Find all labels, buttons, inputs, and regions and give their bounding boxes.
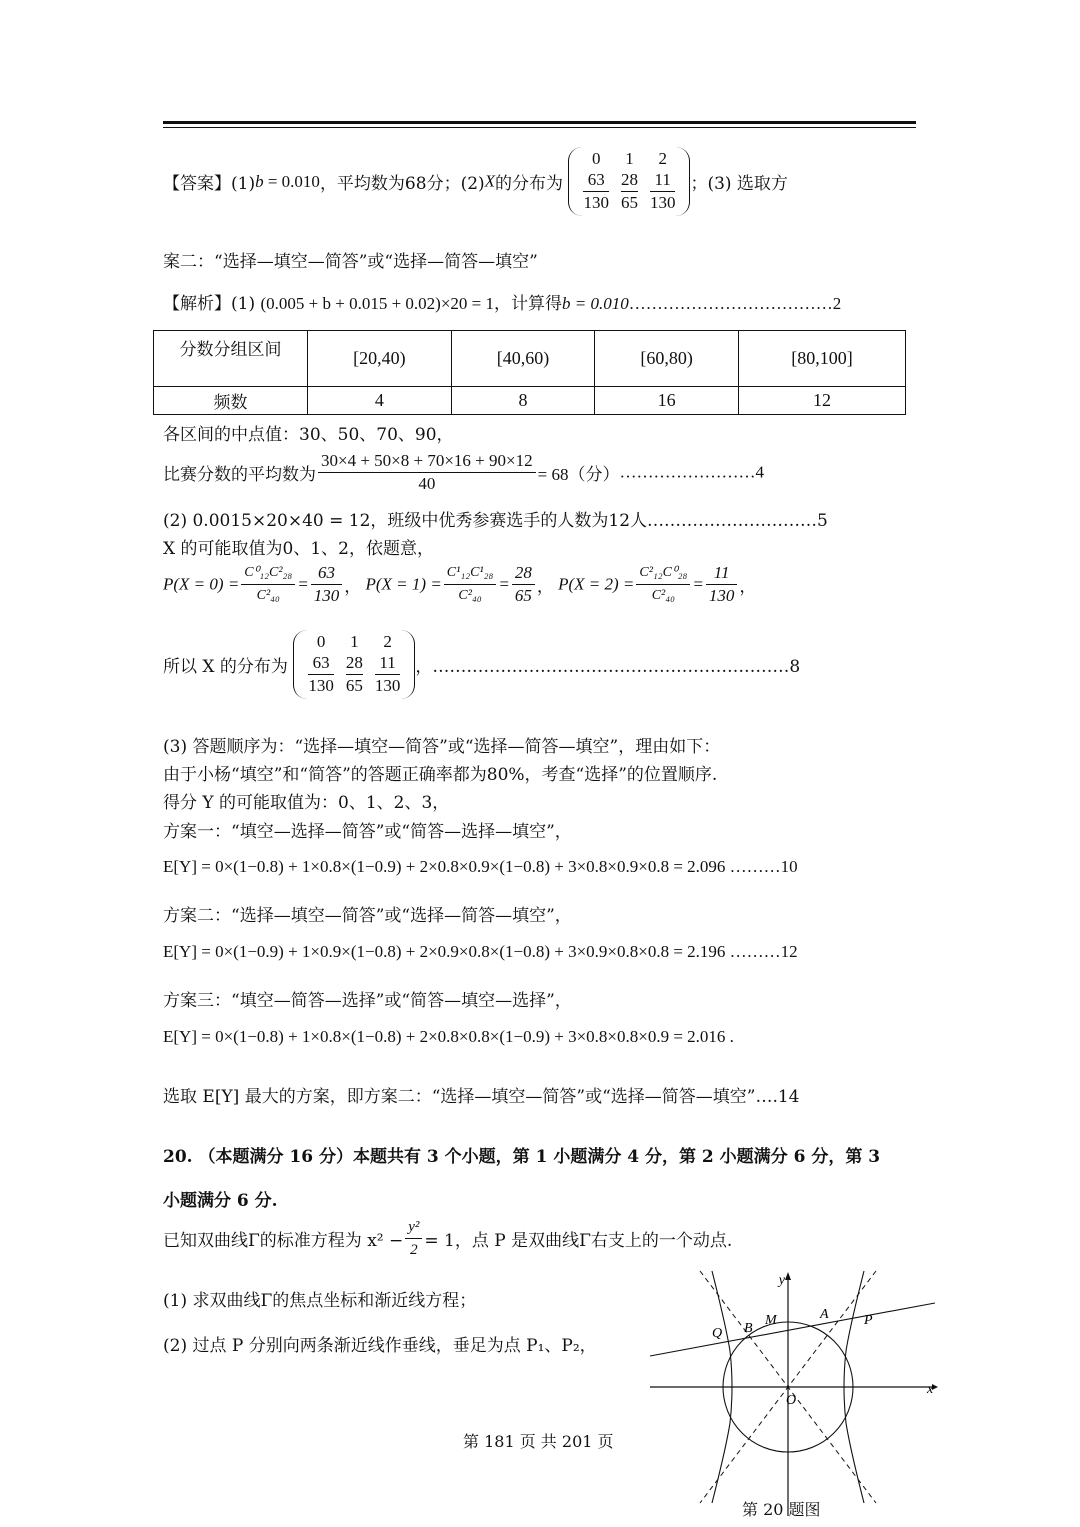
top-rule-thick <box>163 121 916 124</box>
label-y: y <box>778 1273 785 1288</box>
dist-value: 1 <box>625 149 634 168</box>
probabilities-line: P(X = 0) = $\frac{\text{C⁰₁₂C²₂₈}}{\text{C²₄₀}}$ = $\frac{63}{130}$ ， P(X = 1) = $\frac{\text{C¹₁₂C¹₂₈}}{\text{C²₄₀}}$ = $\frac{28}{65}$ ， P(X = 2) = $\frac{\text{C²₁₂C⁰₂₈}}{\text{C²₄₀}}$ = $\frac{11}{130}$ ， <box>163 563 757 605</box>
answer-line: 【答案】(1)b = 0.010，平均数为68分；(2)X的分布为 0 1 2 63 130 28 65 11 130 ；(3) 选取方 <box>163 147 788 216</box>
plan2-label: 方案二：“选择—填空—简答”或“选择—简答—填空”， <box>163 906 572 926</box>
part3-line1: (3) 答题顺序为：“选择—填空—简答”或“选择—简答—填空”，理由如下： <box>163 737 721 757</box>
dist-value: 2 <box>658 149 667 168</box>
plan2-equation: E[Y] = 0×(1−0.9) + 1×0.9×(1−0.8) + 2×0.9×0.8×(1−0.8) + 3×0.9×0.8×0.8 = 2.196 ………12 <box>163 942 798 961</box>
part2-line2: X 的可能取值为0、1、2，依题意， <box>163 539 434 559</box>
table-interval: [60,80) <box>595 331 739 387</box>
table-count: 8 <box>451 387 595 415</box>
label-P: P <box>864 1313 873 1328</box>
analysis-line: 【解析】(1) (0.005 + b + 0.015 + 0.02)×20 = 1，计算得b = 0.010………………………………2 <box>163 294 842 314</box>
mean-denominator: 40 <box>418 474 436 493</box>
table-header-label: 分数分组区间 <box>154 331 308 387</box>
label-Q: Q <box>712 1326 723 1341</box>
dist-prob-den: 65 <box>620 193 638 212</box>
chord-line <box>650 1303 935 1356</box>
table-count: 12 <box>739 387 906 415</box>
answer-continuation: 案二：“选择—填空—简答”或“选择—简答—填空” <box>163 252 538 272</box>
top-rule-thin <box>163 127 916 128</box>
label-A: A <box>820 1307 829 1322</box>
plan1-label: 方案一：“填空—选择—简答”或“简答—选择—填空”， <box>163 822 572 842</box>
dist-value: 0 <box>591 149 601 168</box>
plan3-label: 方案三：“填空—简答—选择”或“简答—填空—选择”， <box>163 991 572 1011</box>
table-interval: [40,60) <box>451 331 595 387</box>
part2-line1: (2) 0.0015×20×40 = 12，班级中优秀参赛选手的人数为12人…………………………5 <box>163 511 828 531</box>
page-footer: 第 181 页 共 201 页 <box>463 1432 614 1451</box>
dist-prob-den: 130 <box>583 193 609 212</box>
distribution-matrix-1 <box>568 147 690 216</box>
frequency-table <box>153 330 906 415</box>
q20-header-line1: 20. （本题满分 16 分）本题共有 3 个小题，第 1 小题满分 4 分，第 2 小题满分 6 分，第 3 <box>163 1147 881 1167</box>
y-axis-arrow <box>785 1272 791 1280</box>
table-row-label: 频数 <box>154 387 308 415</box>
dist-prob-num: 28 <box>621 169 638 192</box>
q20-sub2: (2) 过点 P 分别向两条渐近线作垂线，垂足为点 P₁、P₂， <box>163 1336 597 1356</box>
conclusion-line: 选取 E[Y] 最大的方案，即方案二：“选择—填空—简答”或“选择—简答—填空”….14 <box>163 1087 800 1107</box>
plan1-equation: E[Y] = 0×(1−0.8) + 1×0.8×(1−0.9) + 2×0.8×0.9×(1−0.8) + 3×0.8×0.9×0.8 = 2.096 ………10 <box>163 857 798 876</box>
distribution-line: 所以 X 的分布为 0 1 2 63 130 28 65 11 130 ，………………………………………………………8 <box>163 630 800 699</box>
q20-given: 已知双曲线Γ的标准方程为 x² − $\frac{\text{y²}}{2}$ = 1，点 P 是双曲线Γ右支上的一个动点. <box>163 1216 732 1261</box>
mean-line: 比赛分数的平均数为 $\frac{30\times 4 + 50\times 8 + 70\times 16 + 90\times 12}{40}$ = 68（分）……………………4 <box>163 451 764 493</box>
dist-prob-num: 63 <box>583 169 609 192</box>
q20-sub1: (1) 求双曲线Γ的焦点坐标和渐近线方程； <box>163 1291 477 1311</box>
table-interval: [20,40) <box>308 331 452 387</box>
label-x: x <box>927 1382 934 1397</box>
label-B: B <box>744 1321 753 1336</box>
table-count: 4 <box>308 387 452 415</box>
label-M: M <box>765 1313 777 1328</box>
mean-numerator: 30×4 + 50×8 + 70×16 + 90×12 <box>318 450 536 473</box>
midpoints-line: 各区间的中点值：30、50、70、90， <box>163 425 454 445</box>
hyperbola-figure <box>640 1266 945 1526</box>
figure-caption: 第 20 题图 <box>742 1500 821 1519</box>
table-interval: [80,100] <box>739 331 906 387</box>
q20-header-line2: 小题满分 6 分. <box>163 1191 278 1211</box>
part3-line2: 由于小杨“填空”和“简答”的答题正确率都为80%，考查“选择”的位置顺序. <box>163 765 718 785</box>
table-count: 16 <box>595 387 739 415</box>
part3-line3: 得分 Y 的可能取值为：0、1、2、3， <box>163 793 450 813</box>
distribution-matrix-2: 0 1 2 63 130 28 65 11 130 <box>293 630 415 699</box>
plan3-equation: E[Y] = 0×(1−0.8) + 1×0.8×(1−0.8) + 2×0.8×0.8×(1−0.9) + 3×0.8×0.8×0.9 = 2.016 . <box>163 1027 734 1046</box>
label-O: O <box>786 1393 797 1408</box>
dist-prob-den: 130 <box>649 193 676 212</box>
dist-prob-num: 11 <box>650 169 676 192</box>
